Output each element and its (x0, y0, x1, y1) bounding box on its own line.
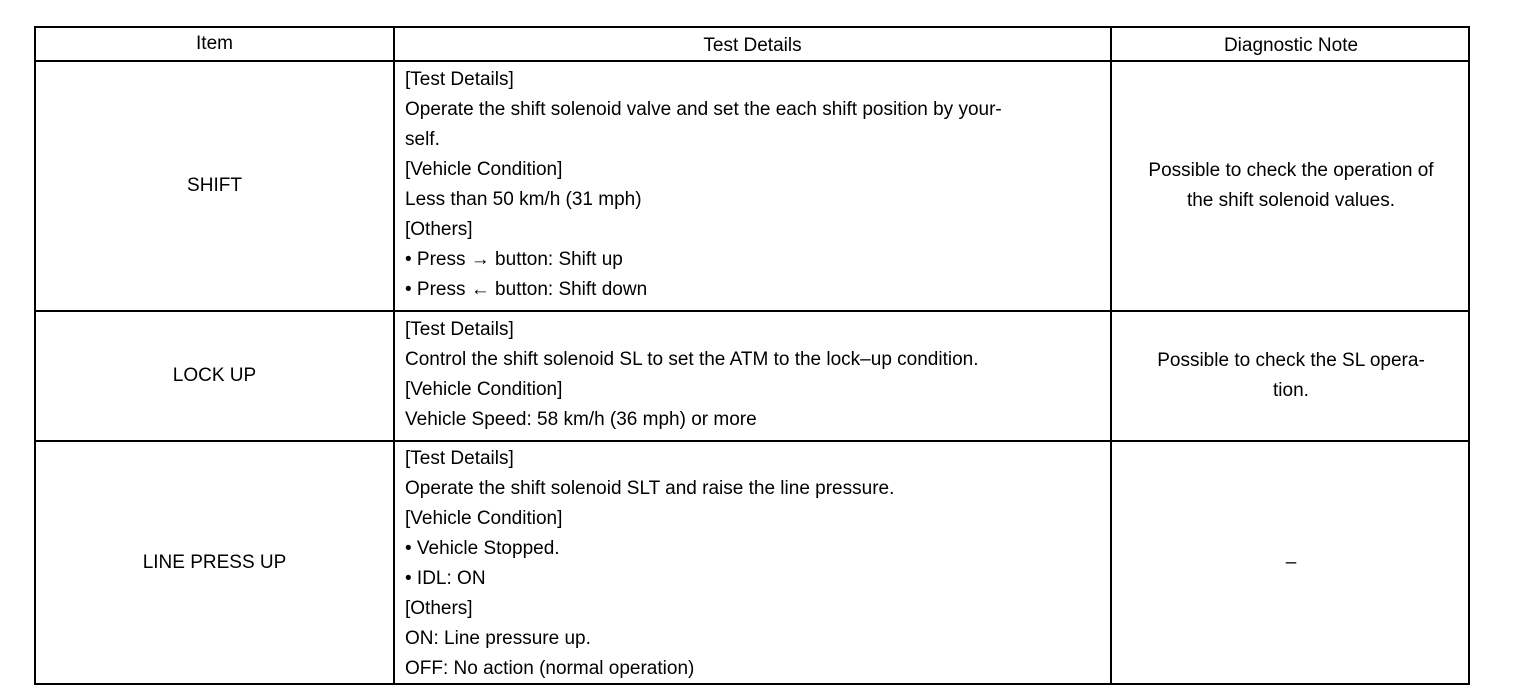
detail-line: self. (405, 129, 440, 150)
detail-line: [Vehicle Condition] (405, 508, 563, 529)
detail-line: ON: Line pressure up. (405, 628, 591, 649)
detail-line: [Test Details] (405, 69, 514, 90)
row-shift-note (1112, 62, 1470, 310)
row-line-press-note: – (1285, 551, 1297, 573)
detail-line: Operate the shift solenoid valve and set the each shift position by your- (405, 99, 1002, 120)
row-lockup-item: LOCK UP (172, 365, 257, 386)
detail-line: [Vehicle Condition] (405, 379, 563, 400)
note-line: Possible to check the SL opera- (1157, 350, 1425, 371)
detail-line: • IDL: ON (405, 568, 486, 589)
row-line-press-details (395, 444, 1110, 683)
detail-line: Less than 50 km/h (31 mph) (405, 189, 642, 210)
detail-line: • Press ← button: Shift down (405, 279, 648, 300)
note-line: Possible to check the operation of (1148, 160, 1434, 181)
detail-line: Control the shift solenoid SL to set the ATM to the lock–up condition. (405, 349, 979, 370)
detail-line: [Test Details] (405, 319, 514, 340)
diagnostic-table (34, 26, 1470, 685)
row-shift-item: SHIFT (187, 175, 242, 196)
detail-line: [Vehicle Condition] (405, 159, 563, 180)
detail-line: [Others] (405, 598, 473, 619)
detail-line: Vehicle Speed: 58 km/h (36 mph) or more (405, 409, 757, 430)
row-lockup-details (395, 315, 1110, 440)
note-line: tion. (1273, 380, 1309, 401)
detail-line: • Press → button: Shift up (405, 249, 623, 270)
detail-line: OFF: No action (normal operation) (405, 658, 695, 679)
detail-line: [Test Details] (405, 448, 514, 469)
header-item: Item (196, 33, 233, 54)
note-line: the shift solenoid values. (1186, 190, 1396, 211)
row-shift-details (395, 65, 1110, 310)
row-line-press-item: LINE PRESS UP (142, 551, 287, 573)
detail-line: Operate the shift solenoid SLT and raise the line pressure. (405, 478, 895, 499)
detail-line: • Vehicle Stopped. (405, 538, 560, 559)
detail-line: [Others] (405, 219, 473, 240)
row-lockup-note (1112, 312, 1470, 440)
header-diagnostic-note: Diagnostic Note (1223, 35, 1359, 56)
header-test-details: Test Details (703, 35, 802, 56)
